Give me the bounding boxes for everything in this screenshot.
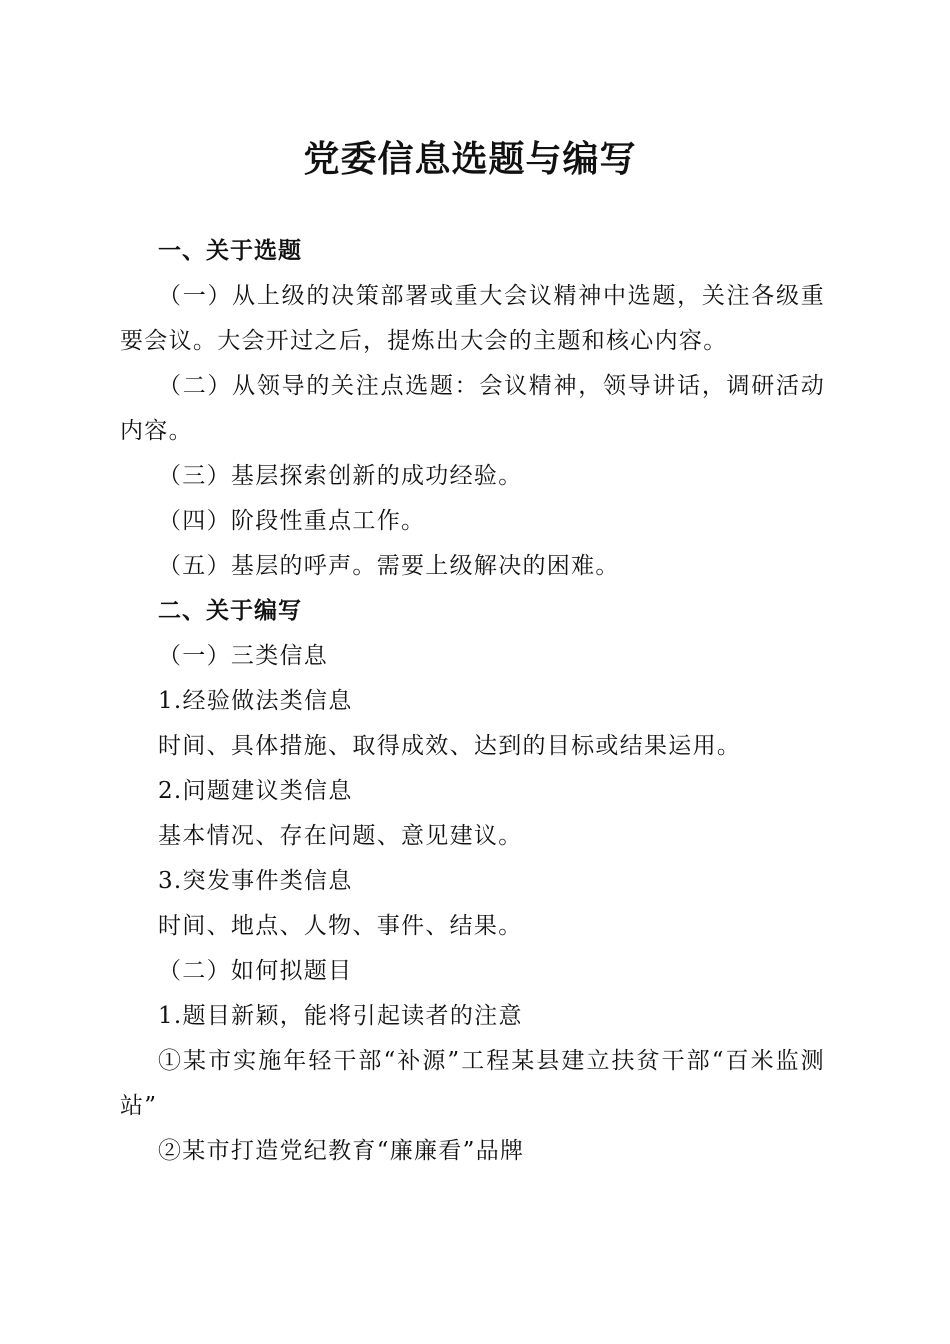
paragraph: 2.问题建议类信息 [158, 778, 353, 804]
paragraph: 时间、地点、人物、事件、结果。 [158, 913, 523, 939]
paragraph: （一）三类信息 [158, 643, 329, 669]
paragraph: （三）基层探索创新的成功经验。 [158, 463, 523, 489]
document-title: 党委信息选题与编写 [303, 138, 637, 180]
paragraph: 基本情况、存在问题、意见建议。 [158, 823, 523, 849]
section-heading-writing: 二、关于编写 [158, 598, 302, 624]
paragraph: （二）如何拟题目 [158, 958, 353, 984]
paragraph: （四）阶段性重点工作。 [158, 508, 426, 534]
paragraph: 时间、具体措施、取得成效、达到的目标或结果运用。 [158, 733, 742, 759]
paragraph: （五）基层的呼声。需要上级解决的困难。 [158, 553, 620, 579]
section-heading-topic: 一、关于选题 [158, 238, 302, 264]
paragraph: 1.题目新颖，能将引起读者的注意 [158, 1003, 523, 1029]
paragraph: ②某市打造党纪教育“廉廉看”品牌 [158, 1138, 525, 1164]
paragraph: 1.经验做法类信息 [158, 688, 353, 714]
document-body [120, 229, 825, 1174]
paragraph: 3.突发事件类信息 [158, 868, 353, 894]
paragraph: （二）从领导的关注点选题：会议精神，领导讲话，调研活动内容。 [120, 373, 825, 444]
paragraph: （一）从上级的决策部署或重大会议精神中选题，关注各级重要会议。大会开过之后，提炼出大会的主题和核心内容。 [120, 283, 825, 354]
paragraph: ①某市实施年轻干部“补源”工程某县建立扶贫干部“百米监测站” [120, 1048, 825, 1119]
